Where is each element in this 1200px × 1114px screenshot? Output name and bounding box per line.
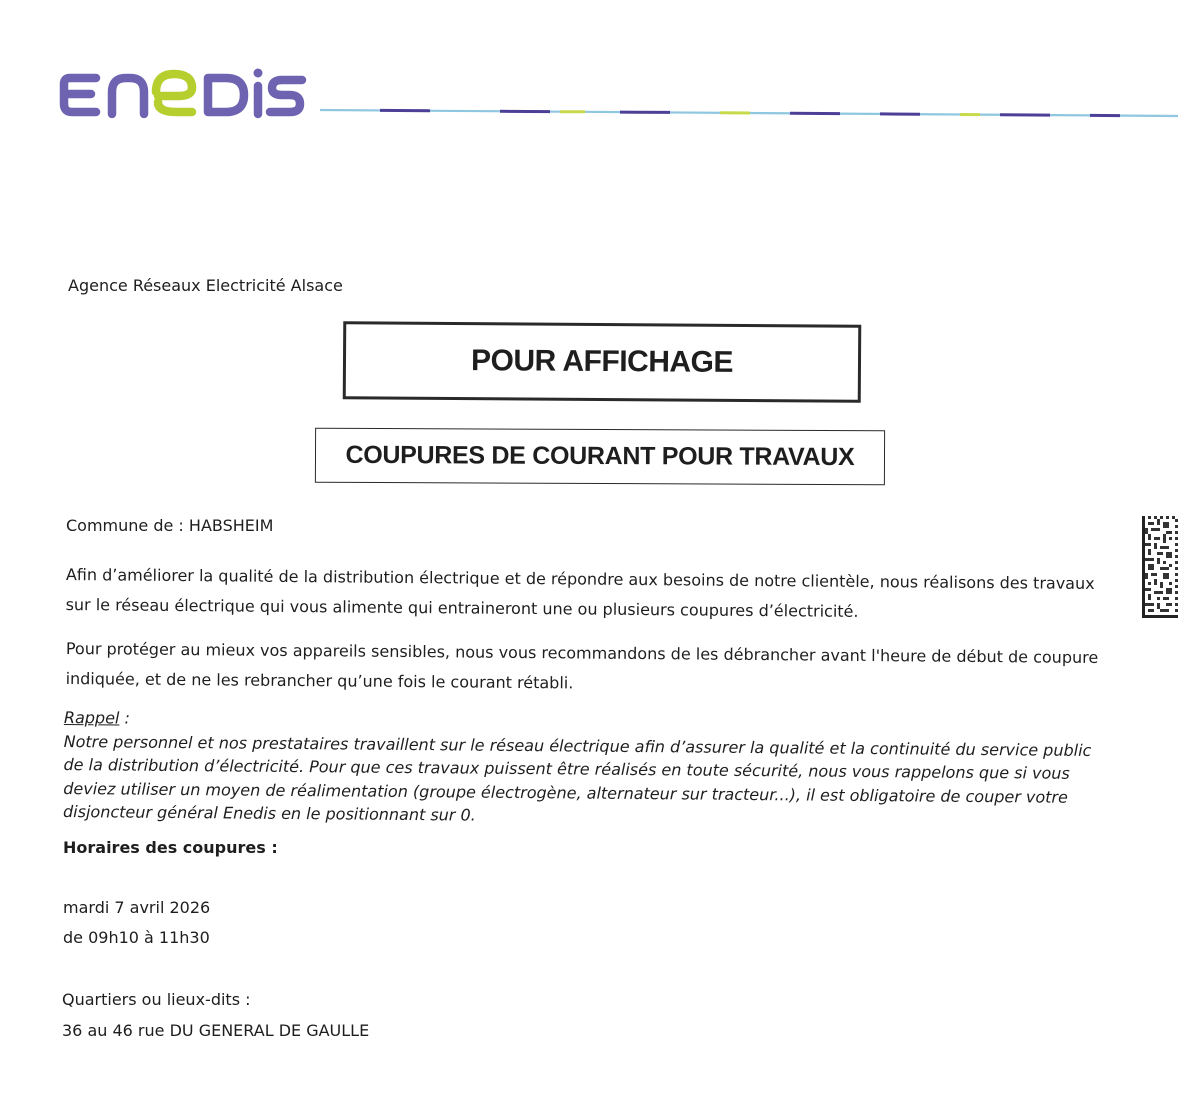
- outage-date: mardi 7 avril 2026: [63, 898, 211, 917]
- rappel-section: [63, 706, 1094, 832]
- locations-title: Quartiers ou lieux-dits :: [62, 990, 251, 1009]
- rappel-title: Rappel: [63, 707, 120, 728]
- enedis-logo: [58, 62, 308, 122]
- outage-time: de 09h10 à 11h30: [63, 928, 210, 947]
- header-divider: [320, 104, 1178, 126]
- schedule-title: Horaires des coupures :: [63, 838, 278, 857]
- agency-name: Agence Réseaux Electricité Alsace: [68, 276, 343, 295]
- intro-paragraph: Afin d’améliorer la qualité de la distribution électrique et de répondre aux besoins de notre clientèle, nous réalisons des travaux sur le réseau électrique qui vous alimente qui entraineront une ou plusieurs coupures d’électricité.: [65, 564, 1095, 621]
- subtitle-box: [315, 428, 885, 485]
- rappel-text: Notre personnel et nos prestataires travaillent sur le réseau électrique afin d’assurer la qualité et la continuité du service public de la distribution d’électricité. Pour que ces travaux puissent être réalisés en toute sécurité, nous vous rappelons que si vous deviez utiliser un moyen de réalimentation (groupe électrogène, alternateur sur tracteur...), il est obligatoire de couper votre disjoncteur général Enedis en le positionnant sur 0.: [62, 731, 1092, 825]
- advice-paragraph: Pour protéger au mieux vos appareils sensibles, nous vous recommandons de les débrancher avant l'heure de début de coupure indiquée, et de ne les rebrancher qu’une fois le courant rétabli.: [65, 638, 1099, 693]
- datamatrix-code-icon: [1142, 516, 1178, 618]
- subtitle: COUPURES DE COURANT POUR TRAVAUX: [345, 440, 855, 472]
- main-title-box: [343, 321, 862, 403]
- commune-label: Commune de : HABSHEIM: [66, 516, 274, 535]
- main-title: POUR AFFICHAGE: [470, 344, 734, 379]
- rappel-colon: :: [119, 708, 130, 728]
- location-address: 36 au 46 rue DU GENERAL DE GAULLE: [62, 1021, 370, 1040]
